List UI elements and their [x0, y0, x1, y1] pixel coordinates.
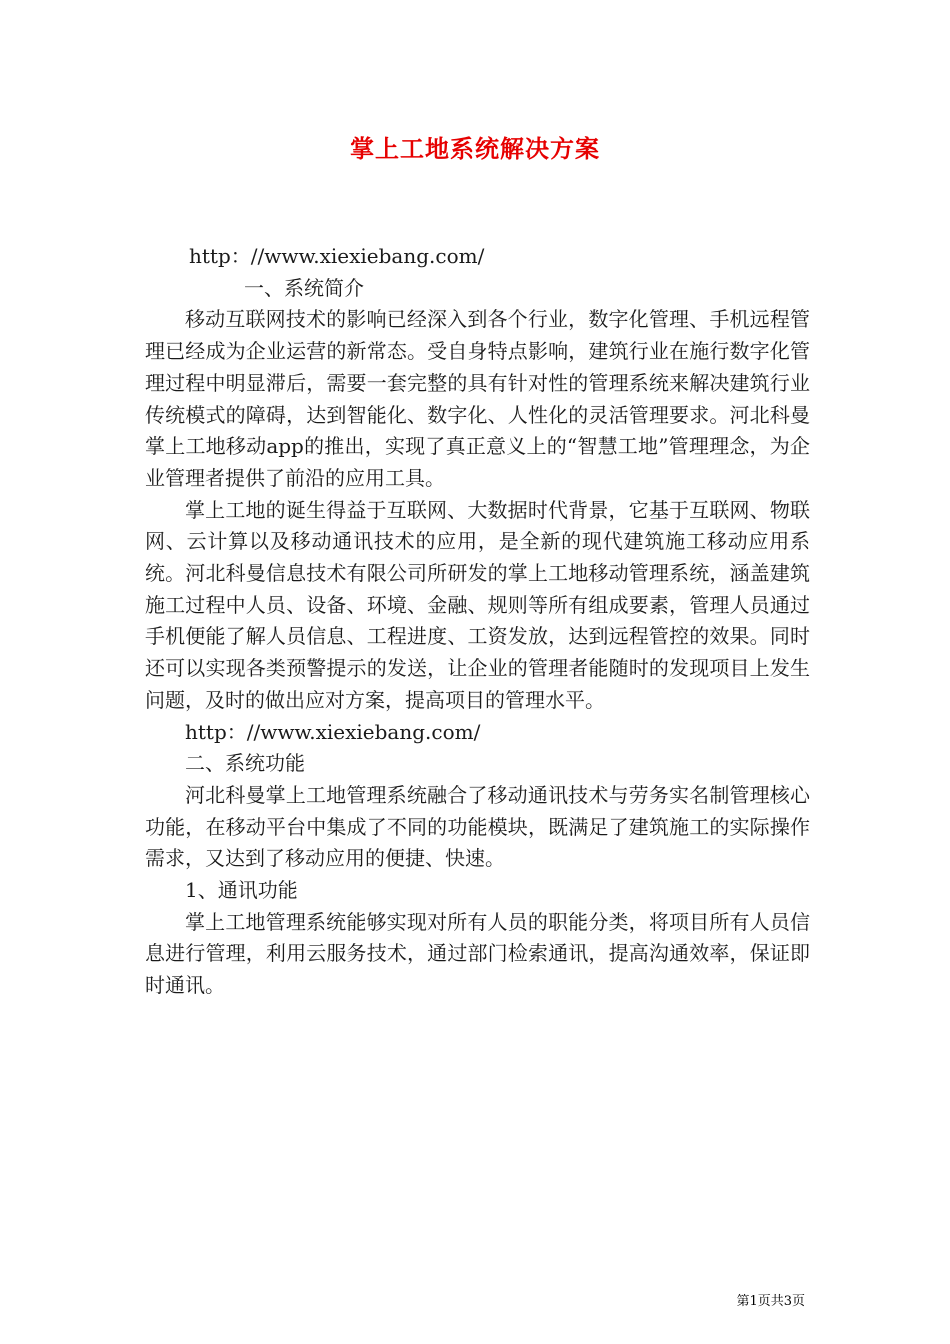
- paragraph-intro-2: 掌上工地的诞生得益于互联网、大数据时代背景，它基于互联网、物联网、云计算以及移动通讯技术的应用，是全新的现代建筑施工移动应用系统。河北科曼信息技术有限公司所研发的掌上工地移动管理系统，涵盖建筑施工过程中人员、设备、环境、金融、规则等所有组成要素，管理人员通过手机便能了解人员信息、工程进度、工资发放，达到远程管控的效果。同时还可以实现各类预警提示的发送，让企业的管理者能随时的发现项目上发生问题，及时的做出应对方案，提高项目的管理水平。: [145, 497, 810, 712]
- document-body: [145, 241, 810, 1002]
- paragraph-url-1: http：//www.xiexiebang.com/: [189, 244, 485, 268]
- paragraph-intro-1: 移动互联网技术的影响已经深入到各个行业，数字化管理、手机远程管理已经成为企业运营的新常态。受自身特点影响，建筑行业在施行数字化管理过程中明显滞后，需要一套完整的具有针对性的管理系统来解决建筑行业传统模式的障碍，达到智能化、数字化、人性化的灵活管理要求。河北科曼掌上工地移动app的推出，实现了真正意义上的“智慧工地”管理理念，为企业管理者提供了前沿的应用工具。: [145, 307, 810, 490]
- paragraph-communication: 掌上工地管理系统能够实现对所有人员的职能分类，将项目所有人员信息进行管理，利用云服务技术，通过部门检索通讯，提高沟通效率，保证即时通讯。: [145, 909, 810, 998]
- subsection-heading-communication: 1、通讯功能: [185, 878, 298, 903]
- section-heading-functions: 二、系统功能: [185, 751, 305, 776]
- document-title: 掌上工地系统解决方案: [350, 135, 600, 163]
- paragraph-functions: 河北科曼掌上工地管理系统融合了移动通讯技术与劳务实名制管理核心功能，在移动平台中集成了不同的功能模块，既满足了建筑施工的实际操作需求，又达到了移动应用的便捷、快速。: [145, 782, 810, 871]
- page-footer: 第1页共3页: [736, 1294, 805, 1309]
- paragraph-url-2: http：//www.xiexiebang.com/: [185, 719, 481, 744]
- section-heading-intro: 一、系统简介: [244, 275, 364, 300]
